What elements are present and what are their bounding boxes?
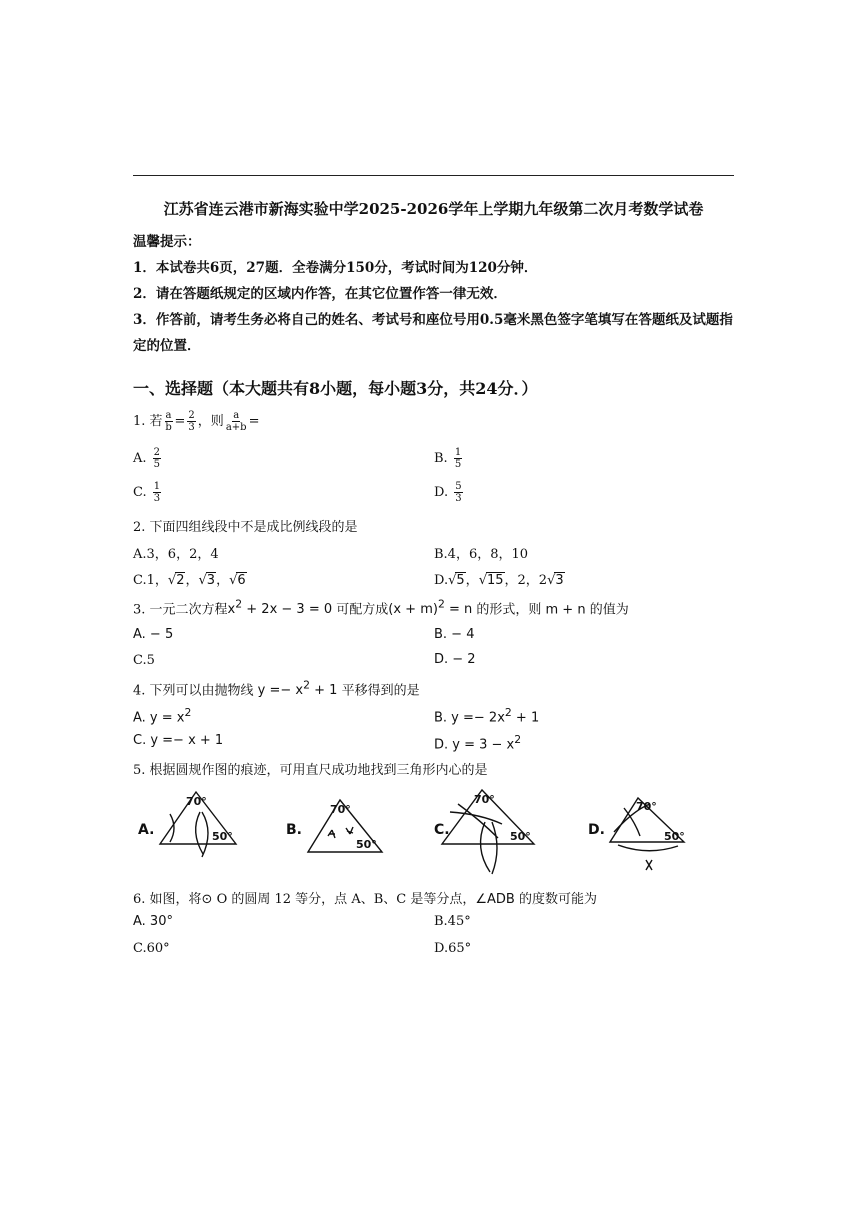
angle-label-c-top: 70° [474, 793, 495, 806]
question-6-stem: 6. 如图，将⊙ O 的圆周 12 等分，点 A、B、C 是等分点，∠ADB 的度数可能为 [133, 892, 597, 907]
compass-arc-c4 [492, 822, 497, 874]
angle-label-b-right: 50° [356, 838, 377, 851]
question-1-option-d: D. $\frac{5}{3}$ [434, 481, 462, 504]
question-3-stem: 3. 一元二次方程$x^2 + 2x - 3 = 0$ 可配方成$(x + m)^2 = n$ 的形式，则 m + n 的值为 [133, 598, 629, 618]
figure-label-d: D. [588, 822, 605, 838]
angle-label-a-right: 50° [212, 830, 233, 843]
question-3-option-c: C.5 [133, 653, 155, 668]
notice-item-3-cont: 定的位置． [133, 338, 201, 354]
question-1-option-c: C. $\frac{1}{3}$ [133, 481, 161, 504]
question-2-stem: 2. 下面四组线段中不是成比例线段的是 [133, 520, 358, 535]
figure-label-a: A. [138, 822, 155, 838]
question-3-option-b: B. − 4 [434, 627, 475, 642]
question-2-option-d: D.√5，√15，2，2√3 [434, 573, 564, 588]
question-1-option-b: B. $\frac{1}{5}$ [434, 447, 462, 470]
question-6-option-a: A. 30° [133, 914, 173, 929]
angle-label-d-top: 70° [636, 800, 657, 813]
angle-label-c-right: 50° [510, 830, 531, 843]
question-3-option-d: D. − 2 [434, 652, 476, 667]
section-heading-choice: 一、选择题（本大题共有8小题，每小题3分，共24分．） [133, 379, 538, 398]
question-5-figures [130, 782, 710, 877]
figure-label-b: B. [286, 822, 302, 838]
question-6-option-d: D.65° [434, 941, 472, 956]
fraction-a-over-b: $\frac{a}{b}$ [165, 410, 172, 433]
compass-arc-a3 [202, 812, 208, 857]
compass-marks-b2 [346, 827, 353, 834]
question-4-stem: 4. 下列可以由抛物线 $y =- x^2 + 1$ 平移得到的是 [133, 679, 420, 699]
question-4-option-a: A. $y = x^2$ [133, 706, 192, 726]
fraction-2-over-3: $\frac{2}{3}$ [188, 410, 195, 433]
question-2-option-c: C.1，√2，√3，√6 [133, 573, 246, 588]
question-2-option-a: A.3，6，2，4 [133, 547, 219, 562]
angle-label-b-top: 70° [330, 803, 351, 816]
compass-arc-a2 [196, 812, 203, 854]
question-6-option-b: B.45° [434, 914, 471, 929]
question-4-option-d: D. $y = 3 - x^2$ [434, 733, 522, 753]
notice-item-2: 2．请在答题纸规定的区域内作答，在其它位置作答一律无效． [133, 286, 507, 302]
angle-label-d-right: 50° [664, 830, 685, 843]
question-3-option-a: A. − 5 [133, 627, 174, 642]
question-1-option-a: A. $\frac{2}{5}$ [133, 447, 161, 470]
question-5-stem: 5. 根据圆规作图的痕迹，可用直尺成功地找到三角形内心的是 [133, 763, 488, 778]
notice-item-3: 3．作答前，请考生务必将自己的姓名、考试号和座位号用0.5毫米黑色签字笔填写在答题纸及试题指 [133, 312, 733, 328]
figure-label-c: C. [434, 822, 450, 838]
header-rule [133, 175, 734, 176]
compass-arc-d3 [618, 845, 678, 851]
compass-arc-c2 [458, 804, 498, 838]
exam-title: 江苏省连云港市新海实验中学2025-2026学年上学期九年级第二次月考数学试卷 [163, 200, 704, 218]
fraction-a-over-a-plus-b: $\frac{a}{a+b}$ [225, 410, 247, 433]
circle-symbol: ⊙ [201, 892, 213, 907]
notice-heading: 温馨提示： [133, 234, 201, 250]
notice-item-1: 1．本试卷共6页，27题．全卷满分150分，考试时间为120分钟． [133, 260, 538, 276]
question-2-option-b: B.4，6，8，10 [434, 547, 529, 562]
compass-cross-d [646, 860, 652, 870]
question-6-option-c: C.60° [133, 941, 170, 956]
question-1-stem: 1. 若 $\frac{a}{b}$ = $\frac{2}{3}$ ，则 $\frac{a}{a+b}$ = [133, 410, 260, 433]
compass-marks-b1 [328, 830, 335, 838]
question-4-option-b: B. $y =- 2x^2 + 1$ [434, 706, 540, 726]
angle-label-a-top: 70° [186, 795, 207, 808]
question-4-option-c: C. y =− x + 1 [133, 733, 224, 748]
